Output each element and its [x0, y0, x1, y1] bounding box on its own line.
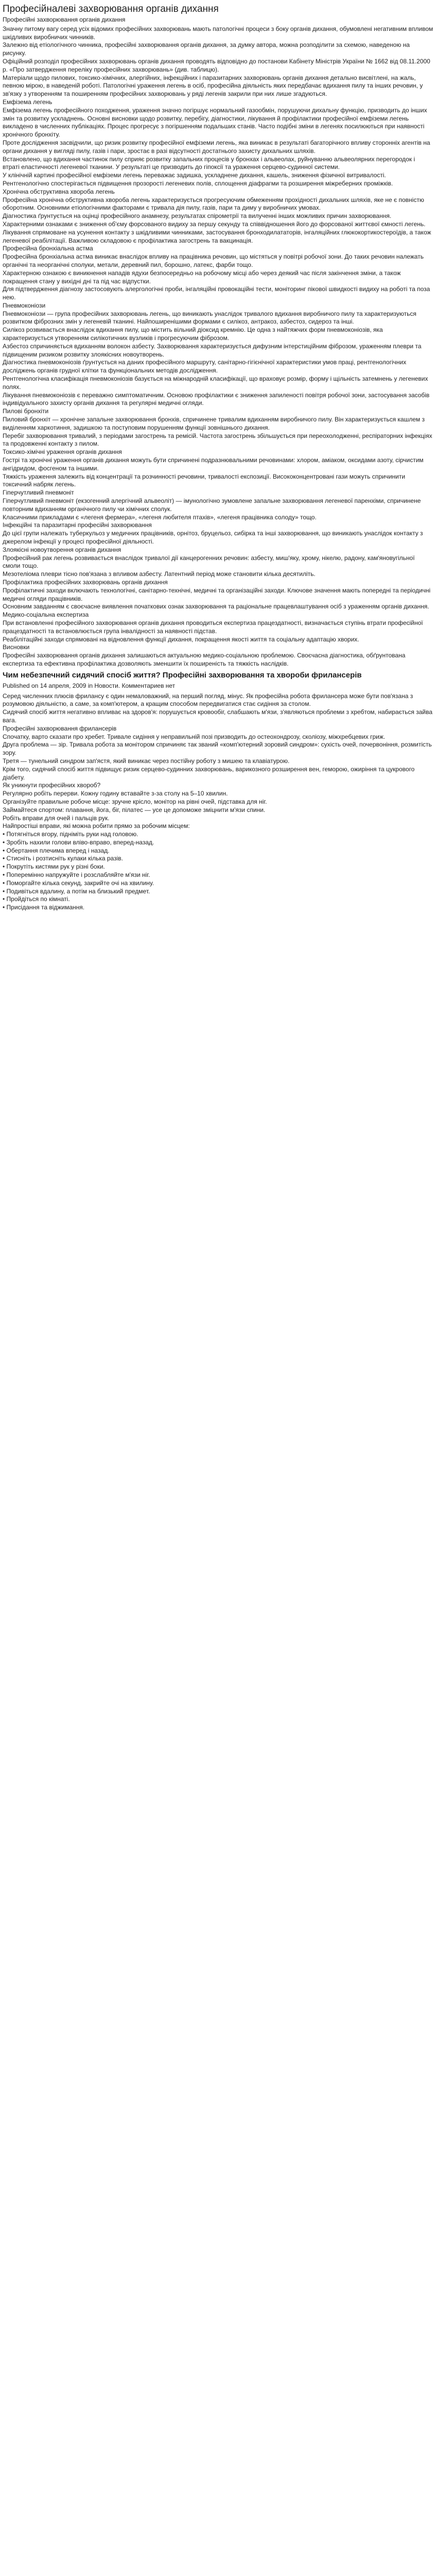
- paragraph: Перебіг захворювання тривалий, з періодами загострень та ремісій. Частота загострень збільшується при переохолодженні, респіраторних інфекціях та продовженні контакту з пилом.: [3, 432, 432, 448]
- paragraph: Встановлено, що вдихання частинок пилу сприяє розвитку запальних процесів у бронхах і альвеолах, руйнуванню альвеолярних перегородок і втраті еластичності легеневої тканини. У результаті це призводить до гіпоксії та ураження серцево-судинної системи.: [3, 155, 415, 171]
- paragraph: Медико-соціальна експертиза: [3, 611, 89, 619]
- page-title: Професійналеві захворювання органів дихання: [3, 4, 219, 14]
- list-item: • Пройдіться по кімнаті.: [3, 895, 433, 904]
- paragraph: При встановленні професійного захворювання органів дихання проводиться експертиза працездатності, визначається ступінь втрати професійної працездатності та встановлюється група інвалідності за наявності підстав.: [3, 619, 423, 635]
- list-item: • Зробіть нахили голови вліво-вправо, вперед-назад.: [3, 839, 433, 847]
- paragraph: Займайтеся спортом: плавання, йога, біг, пілатес — усе це допоможе зміцнити м'язи спини.: [3, 806, 266, 814]
- paragraph: Гострі та хронічні ураження органів дихання можуть бути спричинені подразнювальними речовинами: хлором, аміаком, оксидами азоту, сірчистим ангідридом, фосгеном та іншими.: [3, 456, 424, 472]
- paragraph: Як уникнути професійних хвороб?: [3, 782, 101, 789]
- paragraph: Друга проблема — зір. Тривала робота за монітором спричиняє так званий «комп'ютерний зоровий синдром»: сухість очей, почервоніння, розмитість зору.: [3, 741, 432, 757]
- paragraph: Залежно від етіологічного чинника, професійні захворювання органів дихання, за думку автора, можна розподілити за схемою, наведеною на рисунку.: [3, 41, 410, 57]
- paragraph: Професійні захворювання органів дихання залишаються актуальною медико-соціальною проблемою. Своєчасна діагностика, обґрунтована експертиза та ефективна профілактика дозволяють зменшити їх поширеність та тяжкість наслідків.: [3, 652, 406, 667]
- paragraph: Мезотеліома плеври тісно пов'язана з впливом азбесту. Латентний період може становити кілька десятиліть.: [3, 570, 316, 578]
- paragraph: Найпростіші вправи, які можна робити прямо за робочим місцем:: [3, 822, 190, 830]
- paragraph: Рентгенологічна класифікація пневмоконіозів базується на міжнародній класифікації, що враховує розмір, форму і щільність затемнень у легеневих полях.: [3, 375, 428, 391]
- paragraph: Злоякісні новоутворення органів дихання: [3, 546, 121, 553]
- paragraph: Характерною ознакою є виникнення нападів ядухи безпосередньо на робочому місці або через деякий час після закінчення зміни, а також покращення стану у вихідні дні та під час відпустки.: [3, 269, 401, 285]
- list-item: • Подивіться вдалину, а потім на близький предмет.: [3, 888, 433, 896]
- article-subtitle: Професійні захворювання органів дихання: [3, 16, 126, 23]
- list-item: • Потягніться вгору, підніміть руки над головою.: [3, 831, 433, 839]
- bullet-list: [3, 831, 433, 912]
- paragraph: Діагностика ґрунтується на оцінці професійного анамнезу, результатах спірометрії та вилученні інших можливих причин захворювання. Характерними ознаками є зниження об'єму форсованого видиху за першу секунду та співвідношення його до форсованої життєвої ємності легень.: [3, 212, 426, 228]
- paragraph: Класичними прикладами є «легеня фермера», «легеня любителя птахів», «легеня працівника солоду» тощо.: [3, 513, 317, 521]
- paragraph: Професійна хронічна обструктивна хвороба легень характеризується прогресуючим обмеженням прохідності дихальних шляхів, яке не є повністю оборотним. Основними етіологічними факторами є тривала дія пилу, газів, пари та диму у виробничих умовах.: [3, 196, 424, 212]
- paragraph: Третя — тунельний синдром зап'ястя, який виникає через постійну роботу з мишею та клавіатурою.: [3, 757, 290, 765]
- article-body-2: [3, 692, 433, 831]
- list-item: • Обертання плечима вперед і назад.: [3, 847, 433, 855]
- paragraph: Тяжкість ураження залежить від концентрації та розчинності речовини, тривалості експозиції. Висококонцентровані гази можуть спричинити токсичний набряк легень.: [3, 472, 406, 488]
- paragraph: Хронічна обструктивна хвороба легень: [3, 188, 115, 195]
- paragraph: У клінічній картині професійної емфіземи легень переважає задишка, ускладнене дихання, кашель, зниження фізичної витривалості. Рентгенологічно спостерігається підвищення прозорості легеневих полів, сплощення діафрагми та розширення міжреберних проміжків.: [3, 172, 393, 187]
- paragraph: Токсико-хімічні ураження органів дихання: [3, 448, 122, 456]
- paragraph: Профілактичні заходи включають технологічні, санітарно-технічні, медичні та організаційні заходи. Ключове значення мають попередні та періодичні медичні огляди працівників.: [3, 586, 431, 602]
- paragraph: Гіперчутливий пневмоніт: [3, 489, 74, 497]
- paragraph: Емфізема легень професійного походження, ураження значно погіршує нормальний газообмін, порушуючи дихальну функцію, призводить до інших змін та розвитку ускладнень. Основні висновки щодо розвитку, перебігу, діагностики, лікування й профілактики професійної емфіземи легень викладено в численних публікаціях. Процес прогресує з погіршенням подальших станів. Часто подібні зміни в легенях посилюються при наявності хронічного бронхіту.: [3, 106, 427, 139]
- article-title: Чим небезпечний сидячий спосіб життя? Професійні захворювання та хвороби фрилансерів: [3, 670, 362, 680]
- paragraph: Професійна бронхіальна астма виникає внаслідок впливу на працівника речовин, що містяться у повітрі робочої зони. До таких речовин належать органічні та неорганічні сполуки, метали, деревний пил, борошно, латекс, фарби тощо.: [3, 253, 424, 268]
- list-item: • Стисніть і розтисніть кулаки кілька разів.: [3, 855, 433, 863]
- paragraph: Силікоз розвивається внаслідок вдихання пилу, що містить вільний діоксид кремнію. Це одна з найтяжчих форм пневмоконіозів, яка характеризується утворенням силікотичних вузликів і прогресуючим фіброзом.: [3, 326, 383, 342]
- paragraph: Пиловий бронхіт — хронічне запальне захворювання бронхів, спричинене тривалим вдиханням виробничого пилу. Він характеризується кашлем з виділенням харкотиння, задишкою та поступовим порушенням функції зовнішнього дихання.: [3, 416, 425, 431]
- paragraph: Професійні захворювання фрилансерів: [3, 724, 117, 732]
- paragraph: Серед численних плюсів фрилансу є один немаловажний, на перший погляд, мінус. Як професійна робота фрилансера може бути пов'язана з розумовою діяльністю, а саме, за комп'ютером, а кращим способом передвигатися стає сидіння за столом.: [3, 692, 413, 708]
- paragraph: До цієї групи належать туберкульоз у медичних працівників, орнітоз, бруцельоз, сибірка та інші захворювання, що виникають унаслідок контакту з джерелом інфекції у процесі професійної діяльності.: [3, 530, 423, 545]
- list-item: • Поморгайте кілька секунд, закрийте очі на хвилину.: [3, 879, 433, 888]
- paragraph: Спочатку, варто сказати про хребет. Тривале сидіння у неправильній позі призводить до остеохондрозу, сколіозу, міжхребцевих гриж.: [3, 733, 386, 740]
- paragraph: Пилові бронхіти: [3, 408, 49, 415]
- paragraph: Матеріали щодо пилових, токсико-хімічних, алергійних, інфекційних і паразитарних захворювань органів дихання детально висвітлені, на жаль, певною мірою, в наведеній роботі. Патологічні ураження легень в осіб, професійна діяльність яких передбачає вдихання пилу та інших речовин, у зв'язку з утворенням та поширенням професійних захворювань у ряді легенів закрили при них лише згадуються.: [3, 74, 423, 98]
- paragraph: Діагностика пневмоконіозів ґрунтується на даних професійного маршруту, санітарно-гігієнічної характеристики умов праці, рентгенологічних досліджень органів грудної клітки та функціональних методів дослідження.: [3, 359, 407, 375]
- list-item: • Покрутіть кистями рук у різні боки.: [3, 863, 433, 871]
- paragraph: Емфізема легень: [3, 98, 53, 106]
- paragraph: Крім того, сидячий спосіб життя підвищує ризик серцево-судинних захворювань, варикозного розширення вен, геморою, ожиріння та цукрового діабету.: [3, 765, 415, 781]
- paragraph: Регулярно робіть перерви. Кожну годину вставайте з-за столу на 5–10 хвилин.: [3, 790, 228, 798]
- paragraph: Значну питому вагу серед усіх відомих професійних захворювань мають патологічні процеси з боку органів дихання, обумовлені негативним впливом шкідливих виробничих чинників.: [3, 25, 433, 41]
- paragraph: Пневмоконіози — група професійних захворювань легень, що виникають унаслідок тривалого вдихання виробничого пилу та характеризуються розвитком фіброзних змін у легеневій тканині. Найпоширенішими формами є силікоз, антракоз, азбестоз, сидероз та інші.: [3, 310, 416, 326]
- paragraph: Гіперчутливий пневмоніт (екзогенний алергічний альвеоліт) — імунологічно зумовлене запальне захворювання легеневої паренхіми, спричинене повторним вдиханням органічного пилу чи хімічних сполук.: [3, 497, 421, 513]
- paragraph: Профілактика професійних захворювань органів дихання: [3, 578, 168, 586]
- paragraph: Для підтвердження діагнозу застосовують алергологічні проби, інгаляційні провокаційні тести, моніторинг пікової швидкості видиху на роботі та поза нею.: [3, 285, 430, 301]
- list-item: • Поперемінно напружуйте і розслабляйте м'язи ніг.: [3, 871, 433, 879]
- paragraph: Професійна бронхіальна астма: [3, 245, 93, 252]
- list-item: • Присідання та віджимання.: [3, 904, 433, 912]
- paragraph: Професійний рак легень розвивається внаслідок тривалої дії канцерогенних речовин: азбесту, миш'яку, хрому, нікелю, радону, кам'яновугільної смоли тощо.: [3, 554, 415, 570]
- paragraph: Інфекційні та паразитарні професійні захворювання: [3, 521, 152, 529]
- paragraph: Пневмоконіози: [3, 301, 46, 309]
- paragraph: Проте дослідження засвідчили, що ризик розвитку професійної емфіземи легень, яка виникає в результаті багаторічного впливу сторонніх агентів на органи дихання у вигляді пилу, газів і пари, зростає в разі відсутності достатнього захисту дихальних шляхів.: [3, 139, 430, 155]
- paragraph: Реабілітаційні заходи спрямовані на відновлення функції дихання, покращення якості життя та соціальну адаптацію хворих.: [3, 635, 359, 643]
- paragraph: Лікування пневмоконіозів є переважно симптоматичним. Основою профілактики є зниження запиленості повітря робочої зони, застосування засобів індивідуального захисту органів дихання та регулярні медичні огляди.: [3, 391, 430, 407]
- paragraph: Сидячий спосіб життя негативно впливає на здоров'я: порушується кровообіг, слабшають м'язи, з'являються проблеми з хребтом, набирається зайва вага.: [3, 708, 433, 724]
- paragraph: Офіційний розподіл професійних захворювань органів дихання проводять відповідно до постанови Кабінету Міністрів України № 1662 від 08.11.2000 р. «Про затвердження переліку професійних захворювань» (див. таблицю).: [3, 57, 430, 73]
- article-body: [3, 25, 433, 668]
- article-meta: Published on 14 апреля, 2009 in Новости. Комментариев нет: [3, 682, 176, 689]
- paragraph: Організуйте правильне робоче місце: зручне крісло, монітор на рівні очей, підставка для ніг.: [3, 798, 267, 805]
- paragraph: Лікування спрямоване на усунення контакту з шкідливими чинниками, застосування бронходилататорів, інгаляційних глюкокортикостероїдів, а також легеневої реабілітації. Важливою складовою є профілактика загострень та вакцинація.: [3, 228, 431, 244]
- paragraph: Азбестоз спричиняється вдиханням волокон азбесту. Захворювання характеризується дифузним інтерстиційним фіброзом, ураженням плеври та підвищеним ризиком розвитку злоякісних новоутворень.: [3, 342, 422, 358]
- paragraph: Робіть вправи для очей і пальців рук.: [3, 814, 110, 822]
- paragraph: Висновки: [3, 643, 30, 651]
- paragraph: Основним завданням є своєчасне виявлення початкових ознак захворювання та раціональне працевлаштування осіб з ураженням органів дихання.: [3, 603, 429, 611]
